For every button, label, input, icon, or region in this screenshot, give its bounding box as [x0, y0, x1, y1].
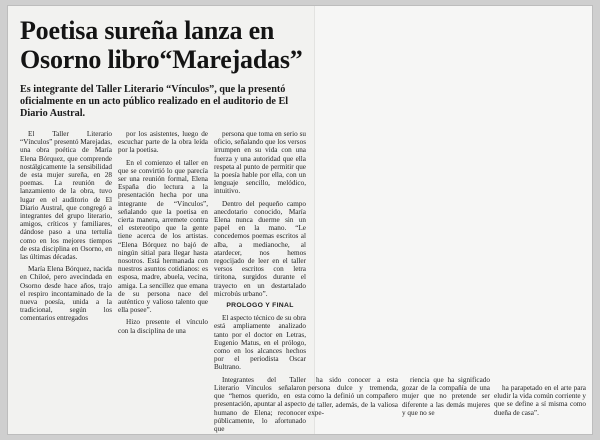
section-heading: PROLOGO Y FINAL — [226, 302, 294, 310]
article-column-3 — [214, 130, 306, 434]
paragraph: Dentro del pequeño campo anecdotario conocido, María Elena nunca duerme sin un papel en la mano. “Le concedemos poemas escritos al alba, a medianoche, al atardecer, nos hemos regocijado de leer en el taller versos escritos con letra tiritona, surgidos durante el trayecto en un destartalado microbús urbano”. — [214, 199, 306, 298]
paragraph: Hizo presente el vínculo con la disciplina de una — [118, 318, 208, 335]
paragraph: riencia que ha significado gozar de la compañía de una mujer que no pretende ser diferente a las demás mujeres y que no se — [402, 376, 490, 417]
paragraph: En el comienzo el taller en que se convirtió lo que parecía ser una reunión formal, Elena España dio lectura a la presentación hecha por una integrante de “Vínculos”, señalando que la poetisa en cierta manera, arremete contra el estereotipo que la gente tiene acerca de los artistas. “Elena Bórquez no bajó de ningún sitial para llegar hasta nosotros. Está hermanada con nuestros asuntos cotidianos: es esposa, madre, abuela, vecina, amiga. La sencillez que emana de su persona nace del auténtico y valioso talento que ella posee”. — [118, 158, 208, 315]
paragraph: ha sido conocer a esta persona dulce y tremenda, como la definió un compañero de taller, además, de la valiosa expe- — [308, 376, 398, 417]
article-deck: Es integrante del Taller Literario “Vínculos”, que la presentó oficialmente en un acto público realizado en el auditorio de El Diario Austral. — [20, 84, 289, 120]
paragraph: El aspecto técnico de su obra está ampliamente analizado tanto por el doctor en Letras, Eugenio Matus, en el prólogo, como en los alcances hechos por el periodista Oscar Bultrano. — [214, 314, 306, 372]
paragraph: persona que toma en serio su oficio, señalando que los versos irrumpen en su vida con una fuerza y una autoridad que ella respeta al punto de permitir que la poesía hable por ella, con un lenguaje sencillo, melódico, intuitivo. — [214, 130, 306, 196]
paragraph: El Taller Literario “Vínculos” presentó Marejadas, una obra poética de María Elena Bórquez, que comprende nostálgicamente la sensibilidad de esta mujer sureña, en 28 poemas. La reunión de lanzamiento de la obra, tuvo lugar en el auditorio de El Diario Austral, que congregó a integrantes del grupo literario, amigos, críticos y familiares, dándose paso a una tertulia como en los mejores tiempos de esta disciplina en Osorno, en las últimas décadas. — [20, 130, 113, 262]
article-headline: Poetisa sureña lanza en Osorno libro“Marejadas” — [20, 16, 303, 74]
paragraph: ha parapetado en el arte para eludir la vida común corriente y que se define a sí misma como dueña de casa”. — [494, 384, 587, 417]
newspaper-page — [8, 6, 592, 434]
article-column-6 — [494, 384, 586, 421]
article-column-5 — [402, 376, 490, 421]
blank-page-area — [314, 6, 592, 434]
article-column-2 — [118, 130, 208, 339]
article-column-4 — [308, 376, 398, 421]
paragraph: por los asistentes, luego de escuchar parte de la obra leída por la poetisa. — [118, 130, 208, 155]
article-column-1 — [20, 130, 112, 327]
paragraph: Integrantes del Taller Literario Vínculos señalaron que “hemos querido, en esta presentación, apuntar al aspecto humano de Elena; reconocer públicamente, lo afortunado que — [214, 375, 306, 433]
paragraph: María Elena Bórquez, nacida en Chiloé, pero avecindada en Osorno desde hace años, trajo el respiro incontaminado de la nueva poesía, unida a la tradicional, según los comentarios entregados — [20, 265, 112, 323]
page-crease — [314, 6, 315, 434]
